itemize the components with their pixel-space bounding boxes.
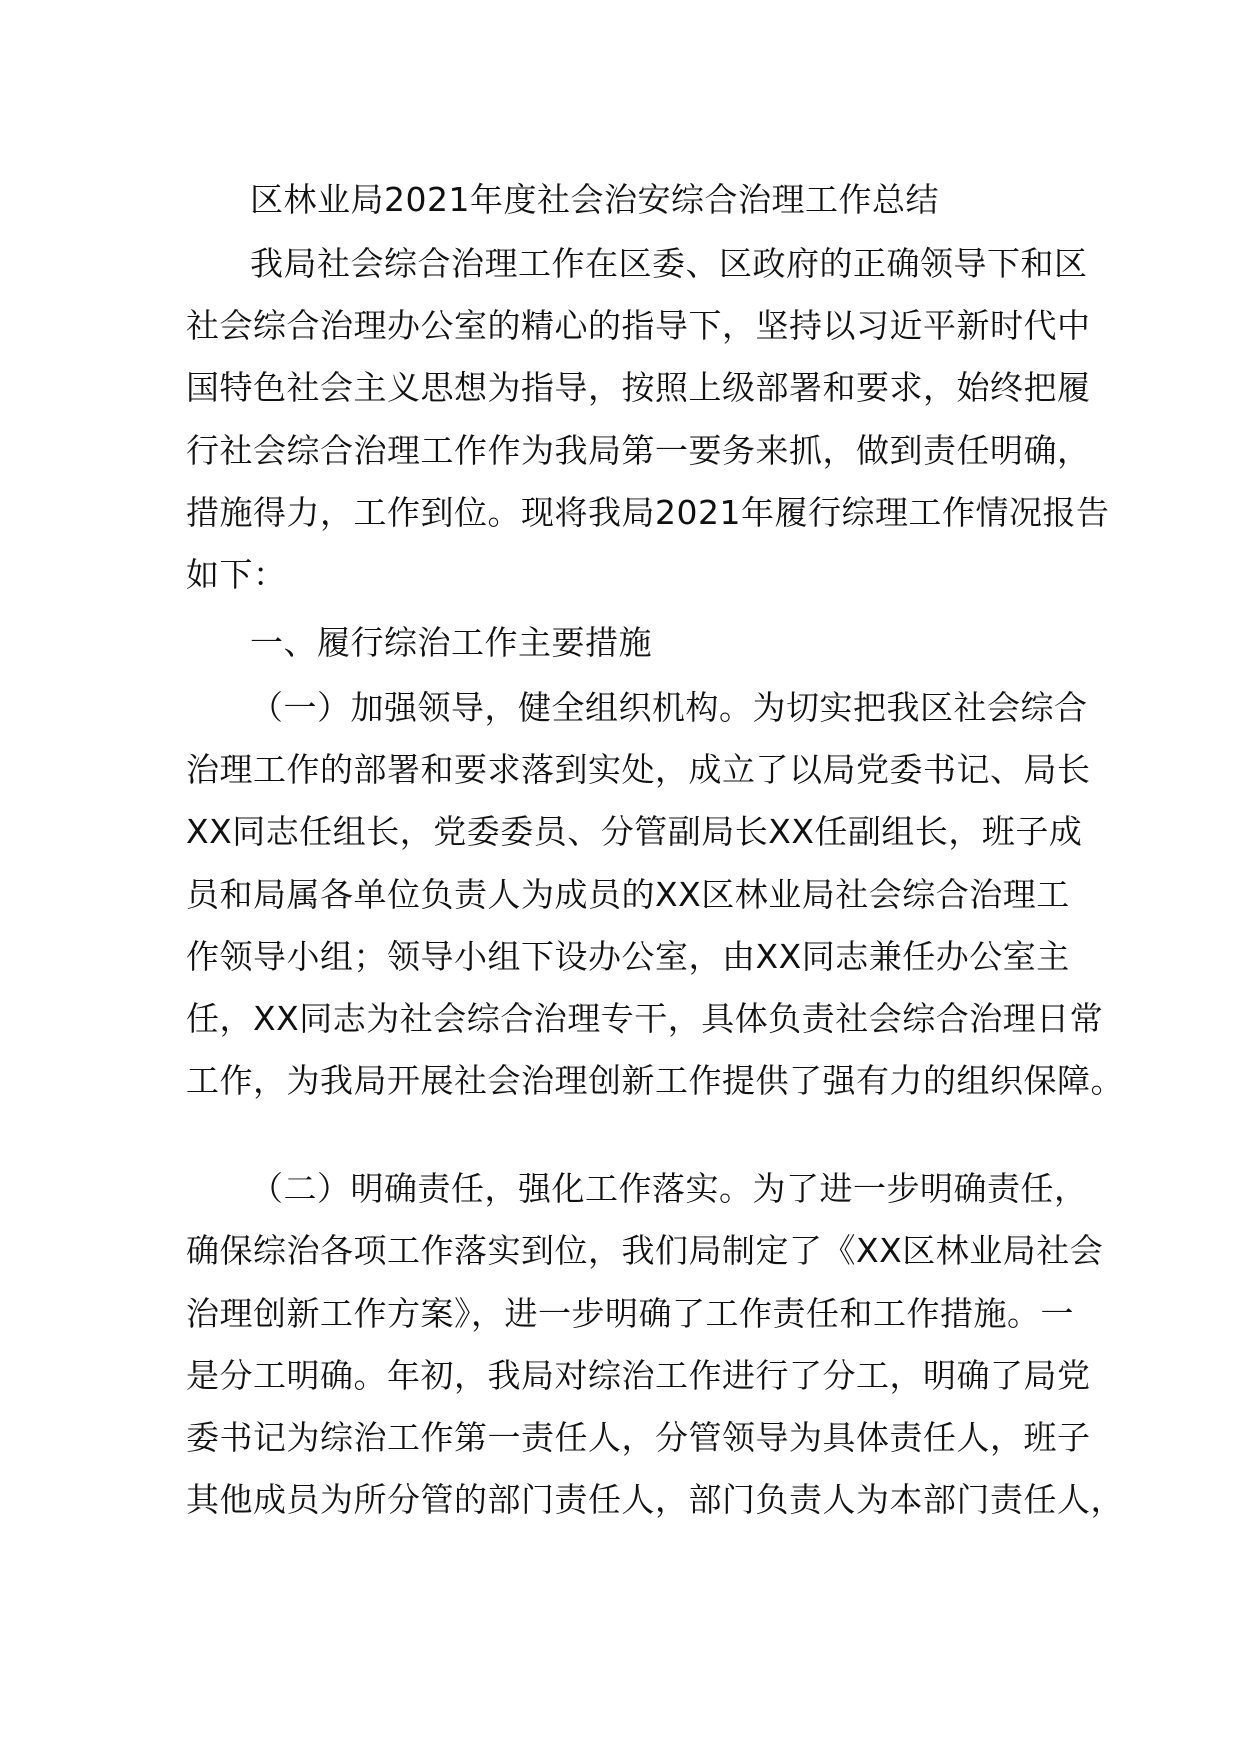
- paragraph-line: （一）加强领导，健全组织机构。为切实把我区社会综合: [250, 688, 1088, 727]
- section-heading: 一、履行综治工作主要措施: [250, 623, 652, 662]
- paragraph-line: 委书记为综治工作第一责任人，分管领导为具体责任人，班子: [186, 1418, 1091, 1457]
- paragraph-line: 治理工作的部署和要求落到实处，成立了以局党委书记、局长: [186, 750, 1091, 789]
- paragraph-line: 是分工明确。年初，我局对综治工作进行了分工，明确了局党: [186, 1356, 1091, 1395]
- paragraph-line: 我局社会综合治理工作在区委、区政府的正确领导下和区: [250, 244, 1088, 283]
- paragraph-line: 措施得力，工作到位。现将我局2021年履行综理工作情况报告: [186, 493, 1110, 532]
- paragraph-line: 如下：: [186, 555, 287, 594]
- paragraph-line: 任，XX同志为社会综合治理专干，具体负责社会综合治理日常: [186, 999, 1104, 1038]
- paragraph-line: 行社会综合治理工作作为我局第一要务来抓，做到责任明确，: [186, 431, 1091, 470]
- paragraph-line: 其他成员为所分管的部门责任人，部门负责人为本部门责任人，: [186, 1480, 1124, 1519]
- document-title: 区林业局2021年度社会治安综合治理工作总结: [250, 180, 939, 219]
- paragraph-line: 作领导小组；领导小组下设办公室，由XX同志兼任办公室主: [186, 937, 1070, 976]
- paragraph-line: 确保综治各项工作落实到位，我们局制定了《XX区林业局社会: [186, 1231, 1104, 1270]
- paragraph-line: （二）明确责任，强化工作落实。为了进一步明确责任，: [250, 1169, 1088, 1208]
- paragraph-line: 治理创新工作方案》，进一步明确了工作责任和工作措施。一: [186, 1294, 1074, 1333]
- paragraph-line: 社会综合治理办公室的精心的指导下，坚持以习近平新时代中: [186, 306, 1091, 345]
- paragraph-line: 员和局属各单位负责人为成员的XX区林业局社会综合治理工: [186, 875, 1070, 914]
- paragraph-line: 工作，为我局开展社会治理创新工作提供了强有力的组织保障。: [186, 1061, 1124, 1100]
- paragraph-line: 国特色社会主义思想为指导，按照上级部署和要求，始终把履: [186, 368, 1091, 407]
- paragraph-line: XX同志任组长，党委委员、分管副局长XX任副组长，班子成: [186, 812, 1083, 851]
